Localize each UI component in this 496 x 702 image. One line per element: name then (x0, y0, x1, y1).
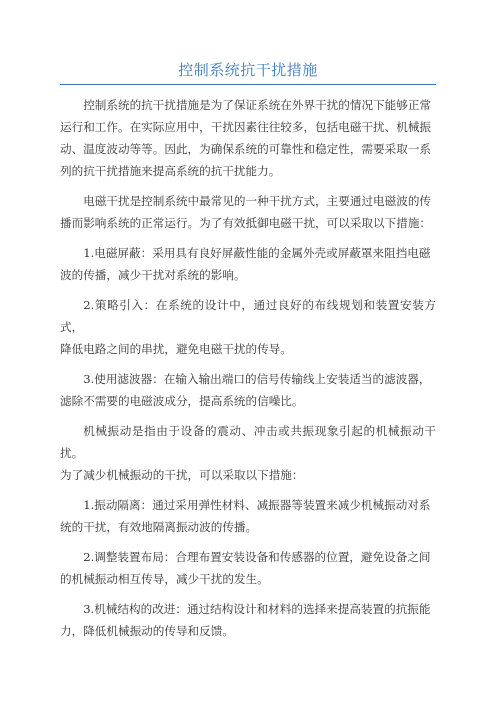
paragraph-emi-intro: 电磁干扰是控制系统中最常见的一种干扰方式，主要通过电磁波的传 播而影响系统的正常运行。为了有效抵御电磁干扰，可以采取以下措施： (60, 194, 432, 230)
paragraph-vibration-intro: 机械振动是指由于设备的震动、冲击或共振现象引起的机械振动干扰。 为了减少机械振动的干扰，可以采取以下措施： (60, 424, 436, 482)
document-body (60, 94, 436, 650)
paragraph-emi-item-3: 3.使用滤波器：在输入输出端口的信号传输线上安装适当的滤波器， 滤除不需要的电磁波成分，提高系统的信噪比。 (60, 372, 431, 408)
paragraph-emi-item-2: 2.策略引入：在系统的设计中，通过良好的布线规划和装置安装方式， 降低电路之间的串扰，避免电磁干扰的传导。 (60, 298, 436, 356)
paragraph-vibration-item-3: 3.机械结构的改进：通过结构设计和材料的选择来提高装置的抗振能 力，降低机械振动的传导和反馈。 (60, 602, 431, 638)
paragraph-vibration-item-2: 2.调整装置布局：合理布置安装设备和传感器的位置，避免设备之间 的机械振动相互传导，减少干扰的发生。 (60, 550, 431, 586)
paragraph-intro: 控制系统的抗干扰措施是为了保证系统在外界干扰的情况下能够正常 运行和工作。在实际应用中，干扰因素往往较多，包括电磁干扰、机械振 动、温度波动等等。因此，为确保系统的可靠性和稳定性，需要采取一系 列的抗干扰措施来提高系统的抗干扰能力。 (60, 98, 432, 178)
title-underline (60, 84, 436, 85)
document-title: 控制系统抗干扰措施 (178, 61, 318, 79)
paragraph-vibration-item-1: 1.振动隔离：通过采用弹性材料、减振器等装置来减少机械振动对系 统的干扰，有效地隔离振动波的传播。 (60, 498, 431, 534)
paragraph-emi-item-1: 1.电磁屏蔽：采用具有良好屏蔽性能的金属外壳或屏蔽罩来阻挡电磁 波的传播，减少干扰对系统的影响。 (60, 246, 431, 282)
